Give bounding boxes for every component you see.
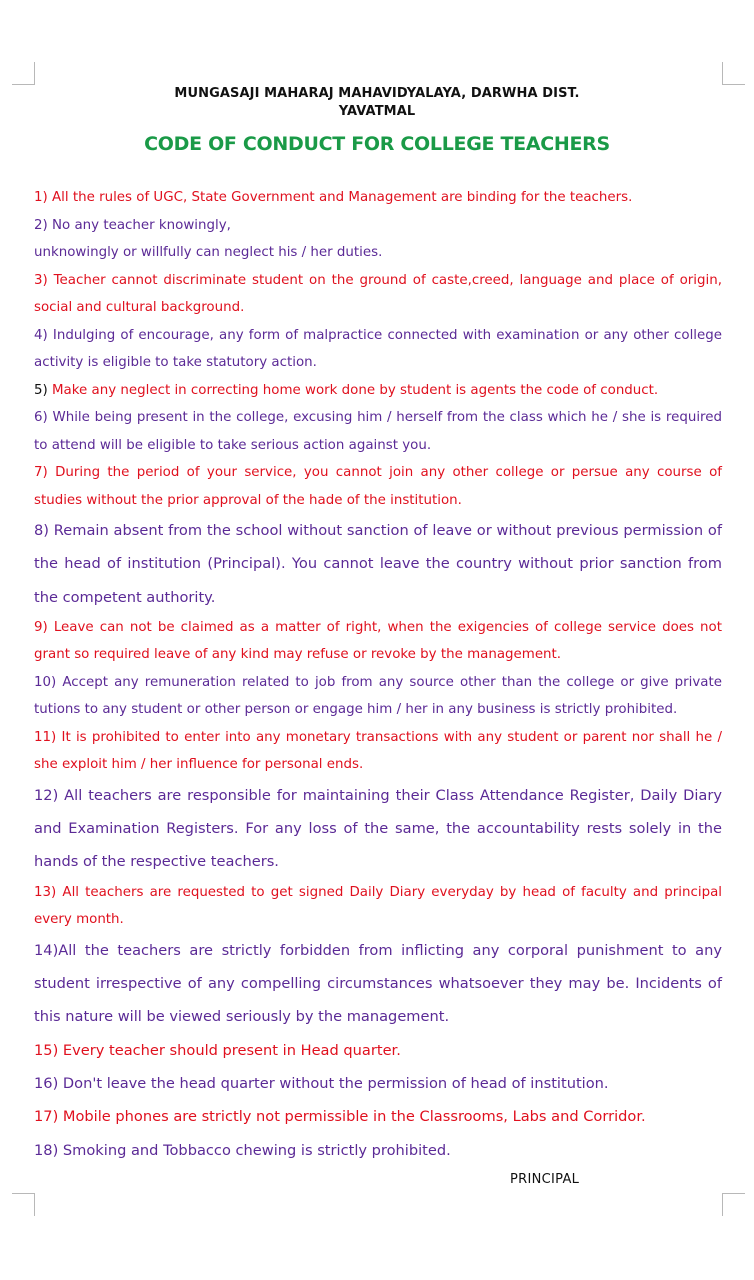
- rule-7: 7) During the period of your service, you cannot join any other college or persue any course of studies without the prior approval of the hade of the institution.: [34, 465, 722, 508]
- rule-16: 16) Don't leave the head quarter without the permission of head of institution.: [34, 1074, 609, 1092]
- rule-15: 15) Every teacher should present in Head quarter.: [34, 1041, 401, 1059]
- rule-1: 1) All the rules of UGC, State Government and Management are binding for the teachers.: [34, 190, 633, 205]
- document-title: CODE OF CONDUCT FOR COLLEGE TEACHERS: [144, 133, 610, 155]
- rule-8: 8) Remain absent from the school without sanction of leave or without previous permission of the head of institution (Principal). You cannot leave the country without prior sanction from the competent authority.: [34, 522, 722, 606]
- crop-mark-bottom-left: [12, 1193, 35, 1216]
- rule-11: 11) It is prohibited to enter into any monetary transactions with any student or parent nor shall he / she exploit him / her influence for personal ends.: [34, 729, 722, 773]
- crop-mark-top-left: [12, 62, 35, 85]
- rule-4: 4) Indulging of encourage, any form of malpractice connected with examination or any other college activity is eligible to take statutory action.: [34, 327, 722, 370]
- rule-10: 10) Accept any remuneration related to job from any source other than the college or give private tutions to any student or other person or engage him / her in any business is strictly prohibited.: [34, 674, 722, 718]
- rule-2-continued: unknowingly or willfully can neglect his / her duties.: [34, 245, 383, 260]
- college-heading: [100, 85, 654, 121]
- rule-9: 9) Leave can not be claimed as a matter of right, when the exigencies of college service does not grant so required leave of any kind may refuse or revoke by the management.: [34, 619, 722, 663]
- crop-mark-top-right: [722, 62, 745, 85]
- rule-6: 6) While being present in the college, excusing him / herself from the class which he / she is required to attend will be eligible to take serious action against you.: [34, 410, 722, 453]
- college-district: YAVATMAL: [338, 104, 416, 119]
- rule-5: [34, 377, 722, 405]
- rule-5-number: 5): [34, 382, 48, 398]
- principal-signature: PRINCIPAL: [510, 1172, 580, 1187]
- rule-17: 17) Mobile phones are strictly not permissible in the Classrooms, Labs and Corridor.: [34, 1108, 646, 1126]
- rule-13: 13) All teachers are requested to get signed Daily Diary everyday by head of faculty and principal every month.: [34, 884, 722, 928]
- rule-18: 18) Smoking and Tobbacco chewing is strictly prohibited.: [34, 1141, 451, 1159]
- rule-5-text: Make any neglect in correcting home work done by student is agents the code of conduct.: [47, 382, 659, 398]
- rule-12: 12) All teachers are responsible for maintaining their Class Attendance Register, Daily Diary and Examination Registers. For any loss of the same, the accountability rests solely in the hands of the respective teachers.: [34, 786, 722, 871]
- rules-list: [34, 184, 722, 1167]
- rule-3: 3) Teacher cannot discriminate student on the ground of caste,creed, language and place of origin, social and cultural background.: [34, 272, 722, 315]
- rule-14: 14)All the teachers are strictly forbidden from inflicting any corporal punishment to any student irrespective of any compelling circumstances whatsoever they may be. Incidents of this nature will be viewed seriously by the management.: [34, 941, 722, 1026]
- crop-mark-bottom-right: [722, 1193, 745, 1216]
- rule-2: 2) No any teacher knowingly,: [34, 217, 231, 233]
- college-name: MUNGASAJI MAHARAJ MAHAVIDYALAYA, DARWHA DIST.: [174, 86, 580, 101]
